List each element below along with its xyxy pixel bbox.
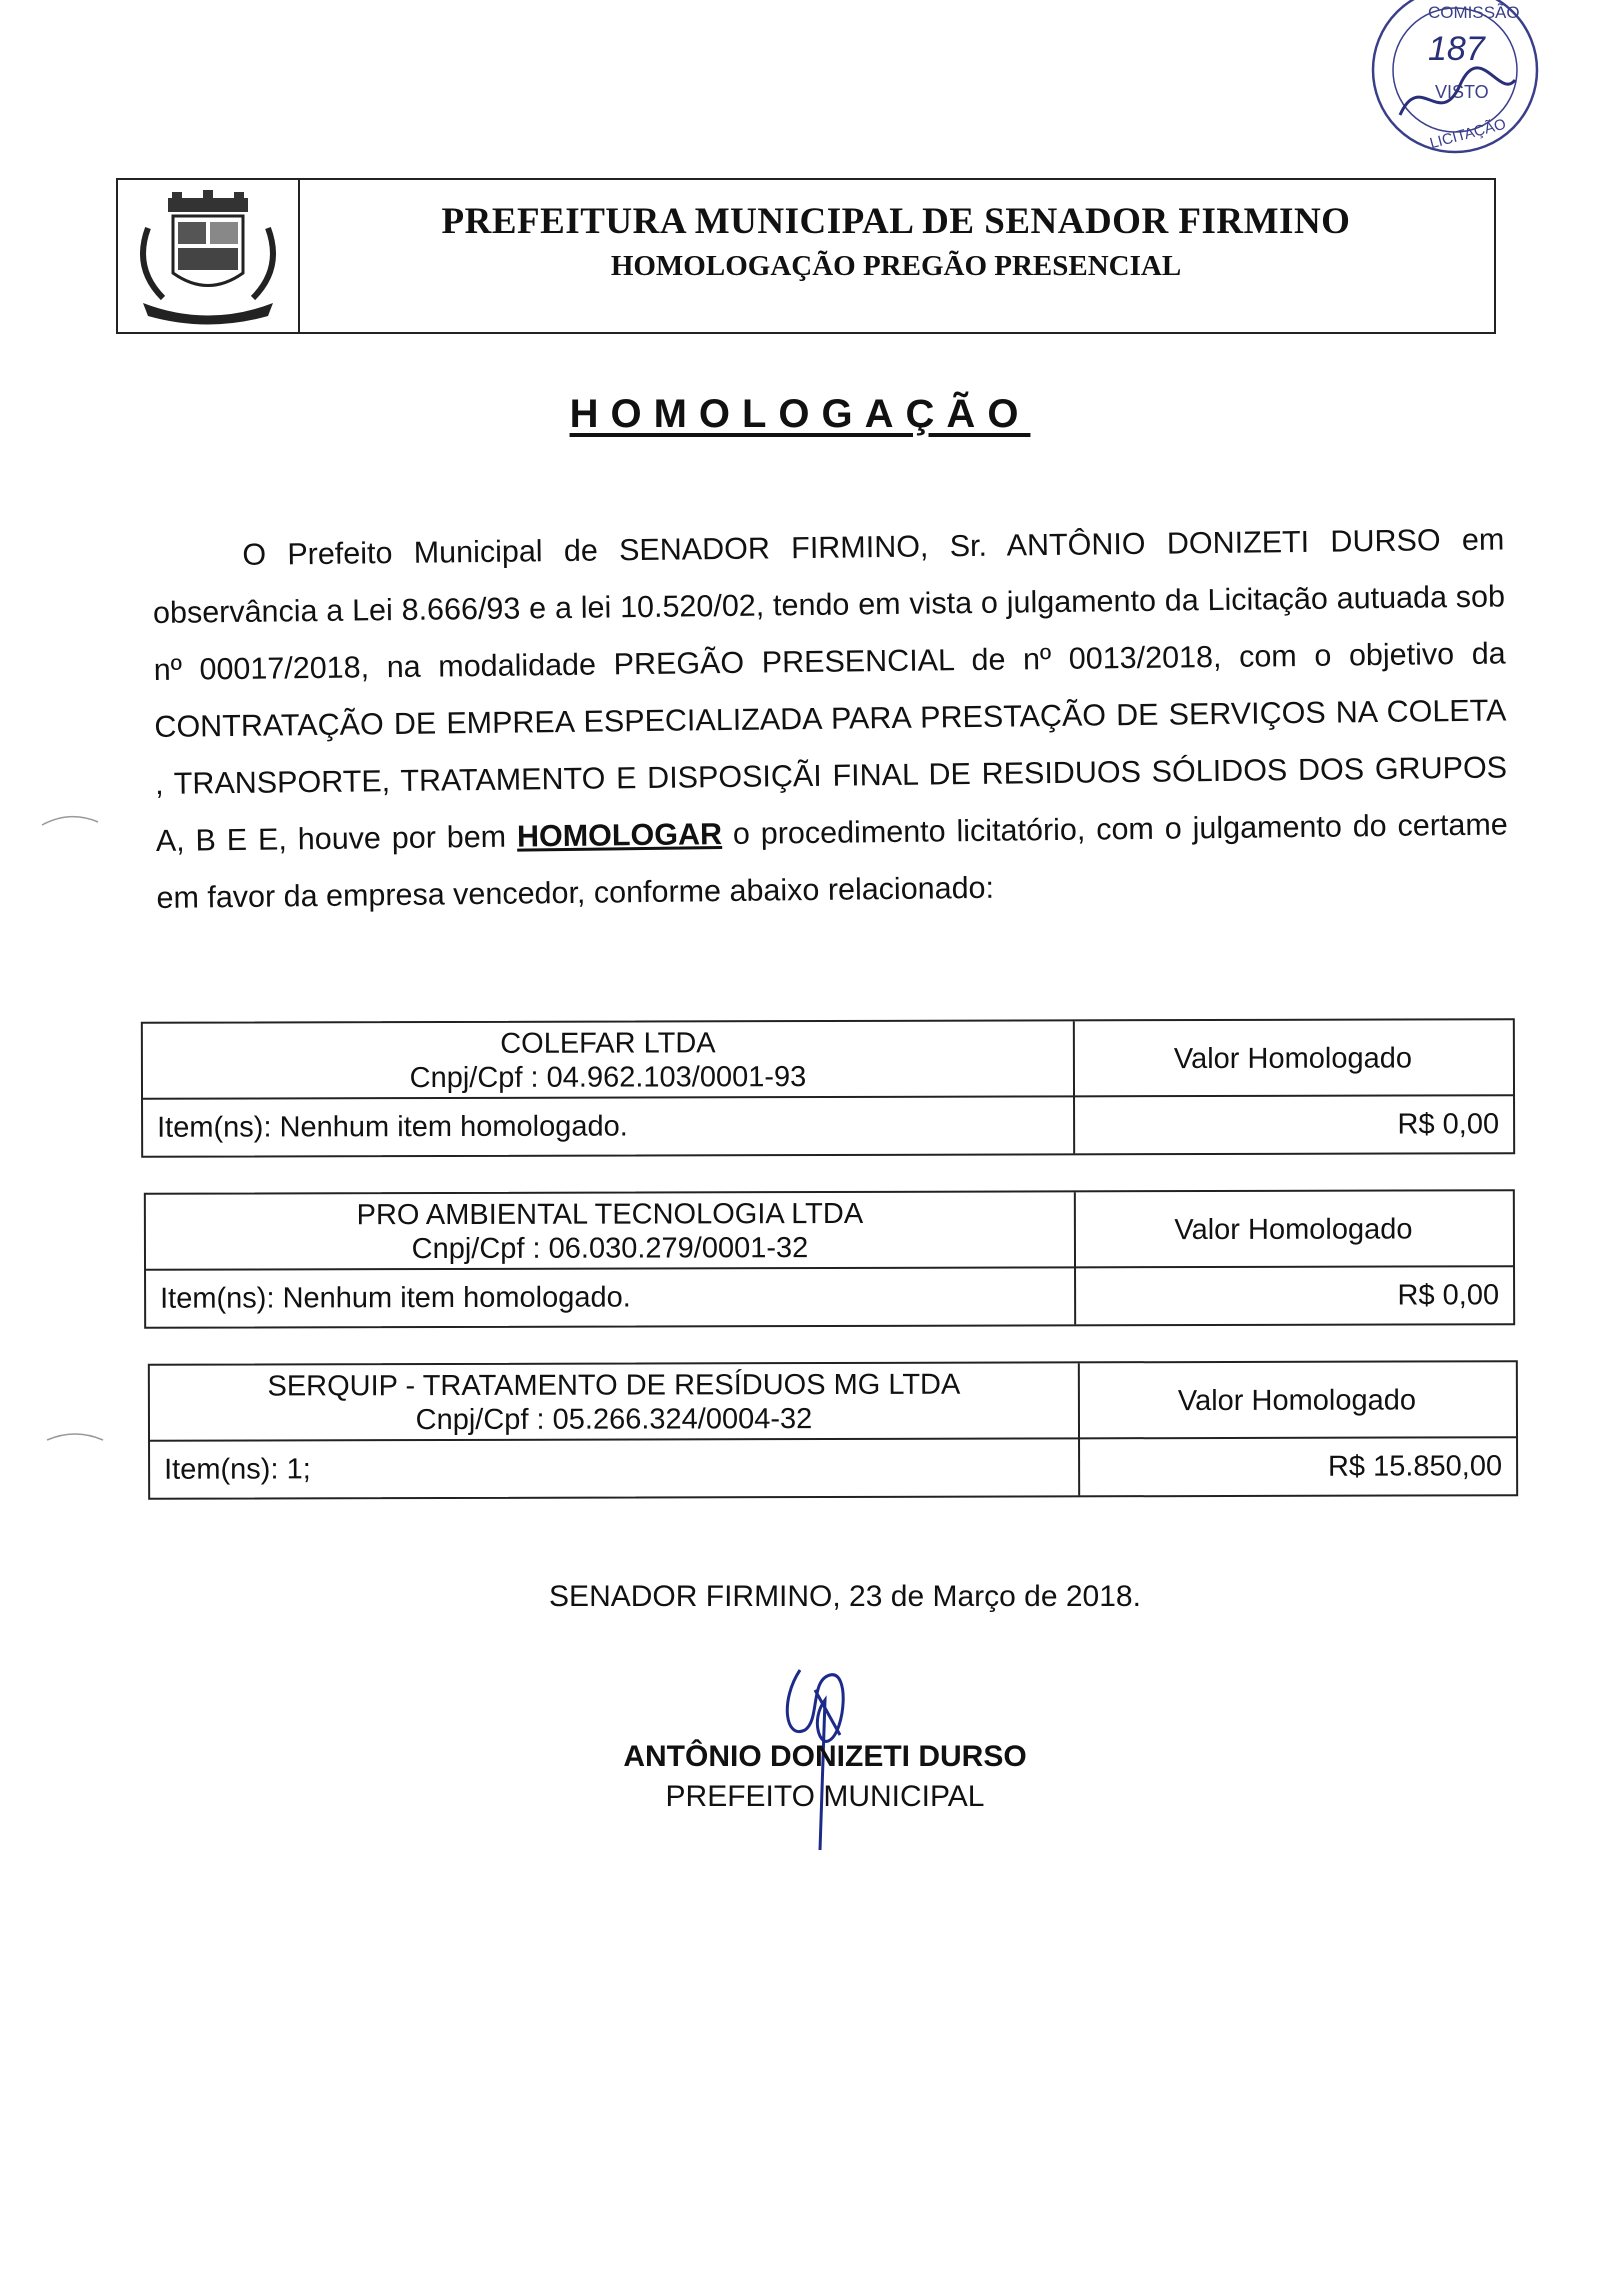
- company-table: [148, 1360, 1518, 1500]
- document-heading-text: HOMOLOGAÇÃO: [569, 392, 1031, 436]
- scan-mark: [40, 810, 100, 830]
- company-name-cell: [143, 1021, 1075, 1099]
- company-name: COLEFAR LTDA: [500, 1027, 716, 1060]
- document-heading: [0, 392, 1600, 437]
- scan-mark: [45, 1428, 105, 1448]
- stamp-bottom-text: LICITAÇÃO: [1428, 115, 1508, 153]
- items-cell: Item(ns): Nenhum item homologado.: [146, 1268, 1076, 1326]
- company-name: SERQUIP - TRATAMENTO DE RESÍDUOS MG LTDA: [267, 1368, 961, 1403]
- value-cell: R$ 15.850,00: [1327, 1450, 1503, 1483]
- commission-stamp: [1340, 0, 1570, 170]
- company-name-cell: [150, 1363, 1080, 1441]
- letterhead-title: PREFEITURA MUNICIPAL DE SENADOR FIRMINO: [441, 201, 1351, 242]
- value-cell: R$ 0,00: [1397, 1279, 1500, 1312]
- body-part1: O Prefeito Municipal de SENADOR FIRMINO, Sr. ANTÔNIO DONIZETI DURSO em observância a Lei 8.666/93 e a lei 10.520/02, tendo em vista o julgamento da Licitação autuada sob nº 00017/2018, na modalidade PREGÃO PRESENCIAL de nº 0013/2018, com o objetivo da CONTRATAÇÃO DE EMPREA ESPECIALIZADA PARA PRESTAÇÃO DE SERVIÇOS NA COLETA , TRANSPORTE, TRATAMENTO E DISPOSIÇÃI FINAL DE RESIDUOS SÓLIDOS DOS GRUPOS A, B E E, houve por bem: [152, 522, 1508, 858]
- body-part2: o procedimento licitatório, com o julgamento do certame em favor da empresa vencedor, conforme abaixo relacionado:: [156, 807, 1508, 915]
- body-paragraph: [152, 511, 1509, 926]
- stamp-top-text: COMISSÃO: [1428, 3, 1520, 22]
- stamp-middle-text: VISTO: [1435, 82, 1489, 102]
- municipal-crest-icon: [128, 188, 288, 326]
- items-cell: Item(ns): 1;: [150, 1439, 1080, 1497]
- crest-cell: [118, 180, 300, 332]
- company-cnpj: Cnpj/Cpf : 06.030.279/0001-32: [411, 1232, 809, 1266]
- stamp-signature: [1400, 68, 1515, 115]
- company-cnpj: Cnpj/Cpf : 04.962.103/0001-93: [409, 1061, 807, 1095]
- company-cnpj: Cnpj/Cpf : 05.266.324/0004-32: [415, 1403, 813, 1437]
- stamp-number: 187: [1428, 30, 1485, 68]
- body-emphasis: HOMOLOGAR: [516, 817, 723, 854]
- company-name: PRO AMBIENTAL TECNOLOGIA LTDA: [356, 1197, 864, 1232]
- date-line: SENADOR FIRMINO, 23 de Março de 2018.: [549, 1580, 1141, 1613]
- company-table: [144, 1189, 1515, 1329]
- company-name-cell: [146, 1192, 1076, 1270]
- value-header: Valor Homologado: [1073, 1020, 1513, 1097]
- value-header: Valor Homologado: [1078, 1362, 1516, 1439]
- value-header: Valor Homologado: [1074, 1191, 1513, 1268]
- value-cell: R$ 0,00: [1397, 1108, 1500, 1141]
- company-table: [141, 1018, 1515, 1158]
- letterhead-subtitle: HOMOLOGAÇÃO PREGÃO PRESENCIAL: [610, 250, 1182, 282]
- items-cell: Item(ns): Nenhum item homologado.: [143, 1097, 1075, 1155]
- signatory-role: PREFEITO MUNICIPAL: [665, 1780, 985, 1813]
- signatory-name: ANTÔNIO DONIZETI DURSO: [623, 1740, 1027, 1773]
- letterhead: [116, 178, 1496, 334]
